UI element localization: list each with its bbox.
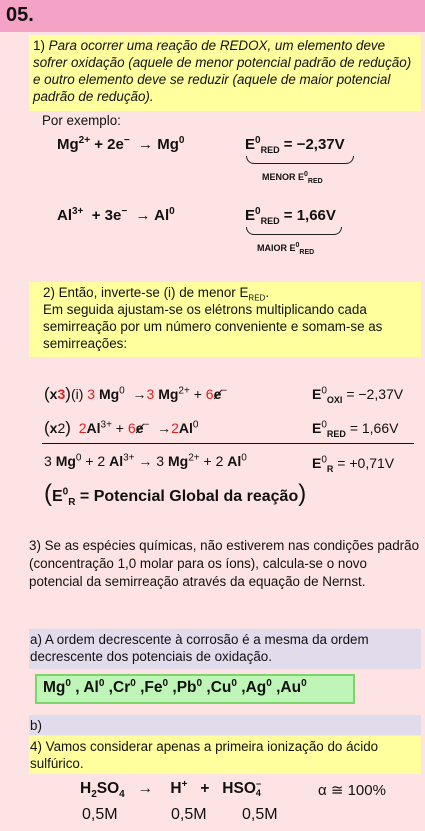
section-1-prefix: 1) (33, 38, 49, 53)
metals-order-box: Mg$^0$ , Al$^0$ ,Cr$^0$ ,Fe$^0$ ,Pb$^0$ ,Cu$^0$ ,Ag$^0$ ,Au$^0$ (35, 674, 355, 704)
section-b-box (29, 715, 421, 735)
metal-0: Mg (43, 679, 66, 696)
metal-5: Cu (210, 679, 232, 696)
section-2-line1: 2) Então, inverte-se (i) de menor E (43, 285, 249, 300)
section-a-box (29, 629, 421, 669)
example-label: Por exemplo: (42, 113, 121, 128)
reaction-al: $Al^{3+} + 3e^- \to Al^0$ (57, 206, 175, 224)
global-potential-definition: ($E^0_R$ = Potencial Global da reação) (44, 480, 307, 509)
concentration-h2so4: 0,5M (82, 806, 118, 823)
section-b-label: b) (30, 718, 42, 733)
global-potential-value: = +0,71V (337, 455, 395, 471)
section-2-line1-sub: RED (248, 293, 266, 303)
note-mg: MENOR $E^0_{RED}$ (262, 171, 323, 185)
question-number: 05. (6, 4, 34, 26)
half-reaction-2-value: = 1,66V (349, 420, 399, 436)
potential-mg: $E^0_{RED} = -2,37V$ (245, 135, 345, 155)
section-3-text: 3) Se as espécies químicas, não estiverem nas condições padrão (concentração 1,0 molar para os íons), calcula-se o novo potencial da semirreação através da equação de Nernst. (29, 538, 420, 589)
ionization-degree: α ≅ 100% (318, 782, 386, 799)
half-reaction-1-value: = −2,37V (346, 386, 404, 402)
potential-al-value: = 1,66V (283, 207, 336, 224)
note-al: MAIOR $E^0_{RED}$ (257, 242, 315, 256)
note-mg-text: MENOR E (262, 172, 305, 182)
brace-al (246, 227, 342, 235)
reaction-mg: $Mg^{2+} + 2e^- \to Mg^0$ (57, 135, 185, 153)
section-2-text: Em seguida ajustam-se os elétrons multiplicando cada semirreação por um número conveniente e somam-se as semirreações: (43, 302, 383, 351)
section-1-box (29, 35, 421, 111)
potential-al: $E^0_{RED} = 1,66V$ (245, 206, 336, 226)
potential-mg-value: = −2,37V (283, 136, 345, 153)
section-a-text: a) A ordem decrescente à corrosão é a mesma da ordem decrescente dos potenciais de oxidação. (30, 632, 369, 664)
half-reaction-1-potential: $E^0_{OXI} = -2,37V$ (312, 385, 404, 405)
brace-mg (246, 156, 354, 164)
metal-7: Au (280, 679, 302, 696)
section-4-box (29, 736, 421, 774)
section-2-box (29, 282, 421, 357)
section-1-text: Para ocorrer uma reação de REDOX, um elemento deve sofrer oxidação (aquele de menor potencial padrão de redução) e outro elemento deve se reduzir (aquele de maior potencial padrão de redução). (33, 38, 412, 104)
metal-3: Fe (144, 679, 163, 696)
section-2-line1-end: . (265, 285, 270, 300)
note-al-text: MAIOR E (257, 243, 296, 253)
metal-4: Pb (176, 679, 197, 696)
metal-1: Al (83, 679, 99, 696)
concentration-hso4: 0,5M (242, 806, 278, 823)
half-reaction-1: (x3)(i) 3 Mg$^0$ →3 $Mg^{2+} + 6e^-$ (44, 384, 228, 403)
global-reaction: 3 $Mg^0 + 2$ $Al^{3+} \to 3$ $Mg^{2+} + 2$ Al$^0$ (44, 452, 247, 469)
global-definition-text: = Potencial Global da reação (79, 488, 299, 505)
metal-6: Ag (245, 679, 267, 696)
ionization-equation: $H_2SO_4$ → H+ + HSO− 4 (80, 778, 262, 801)
section-4-text: 4) Vamos considerar apenas a primeira ionização do ácido sulfúrico. (30, 739, 379, 771)
concentration-h: 0,5M (171, 806, 207, 823)
metal-2: Cr (113, 679, 131, 696)
section-header (0, 0, 425, 32)
half-reaction-2: (x2) $2Al^{3+} + 6e^- \to 2Al^0$ (44, 418, 199, 437)
global-potential: $E^0_R = +0,71V$ (312, 454, 395, 474)
half-reaction-2-potential: $E^0_{RED} = 1,66V$ (312, 419, 399, 439)
sum-divider (42, 443, 414, 444)
